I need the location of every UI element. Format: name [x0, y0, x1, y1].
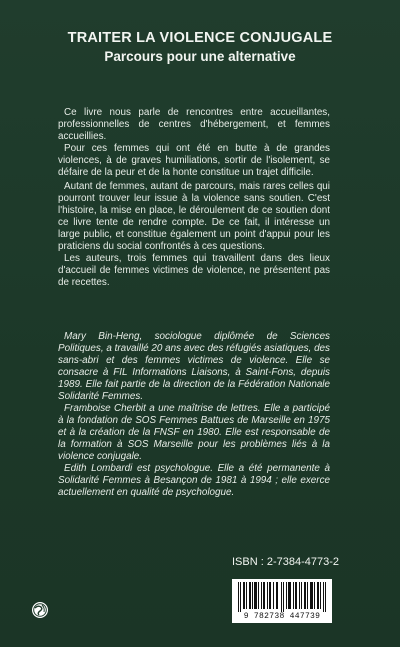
- barcode: [232, 579, 332, 623]
- isbn-label: ISBN : 2-7384-4773-2: [232, 556, 340, 568]
- description-paragraph: Autant de femmes, autant de parcours, mais rares celles qui pourront trouver leur issue à la violence sans soutien. C'est l'histoire, la mise en place, le déroulement de ce soutien dont ce livre tente de rendre compte. De ce fait, il intéresse un large public, et constitue également un point d'appui pour les praticiens du social confrontés à ces questions.: [58, 181, 330, 252]
- description-paragraph: Pour ces femmes qui ont été en butte à de grandes violences, à de graves humiliations, sortir de l'isolement, se défaire de la peur et de la honte constitue un trajet difficile.: [58, 143, 330, 178]
- globe-logo-icon: [31, 601, 49, 619]
- book-subtitle: Parcours pour une alternative: [104, 49, 296, 64]
- author-bio: Mary Bin-Heng, sociologue diplômée de Sciences Politiques, a travaillé 20 ans avec des réfugiés asiatiques, des sans-abri et des femmes victimes de violence. Elle se consacre à FIL Informations Liaisons, à Saint-Fons, depuis 1989. Elle fait partie de la direction de la Fédération Nationale Solidarité Femmes.: [58, 331, 330, 402]
- author-bio: Edith Lombardi est psychologue. Elle a été permanente à Solidarité Femmes à Besançon de 1981 à 1994 ; elle exerce actuellement en qualité de psychologue.: [58, 463, 330, 498]
- barcode-digits: 9 782738 447739: [243, 612, 321, 621]
- author-bio: Framboise Cherbit a une maîtrise de lettres. Elle a participé à la fondation de SOS Femmes Battues de Marseille en 1975 et à la création de la FNSF en 1980. Elle est responsable de la formation à SOS Marseille pour les problèmes liés à la violence conjugale.: [58, 403, 330, 462]
- description-paragraph: Les auteurs, trois femmes qui travaillent dans des lieux d'accueil de femmes victimes de violence, ne présentent pas de recettes.: [58, 253, 330, 288]
- author-bios-block: [58, 331, 330, 499]
- barcode-bars: [238, 582, 326, 612]
- description-block: [58, 107, 330, 289]
- book-title: TRAITER LA VIOLENCE CONJUGALE: [67, 30, 333, 46]
- description-paragraph: Ce livre nous parle de rencontres entre accueillantes, professionnelles de centres d'hébergement, et femmes accueillies.: [58, 107, 330, 142]
